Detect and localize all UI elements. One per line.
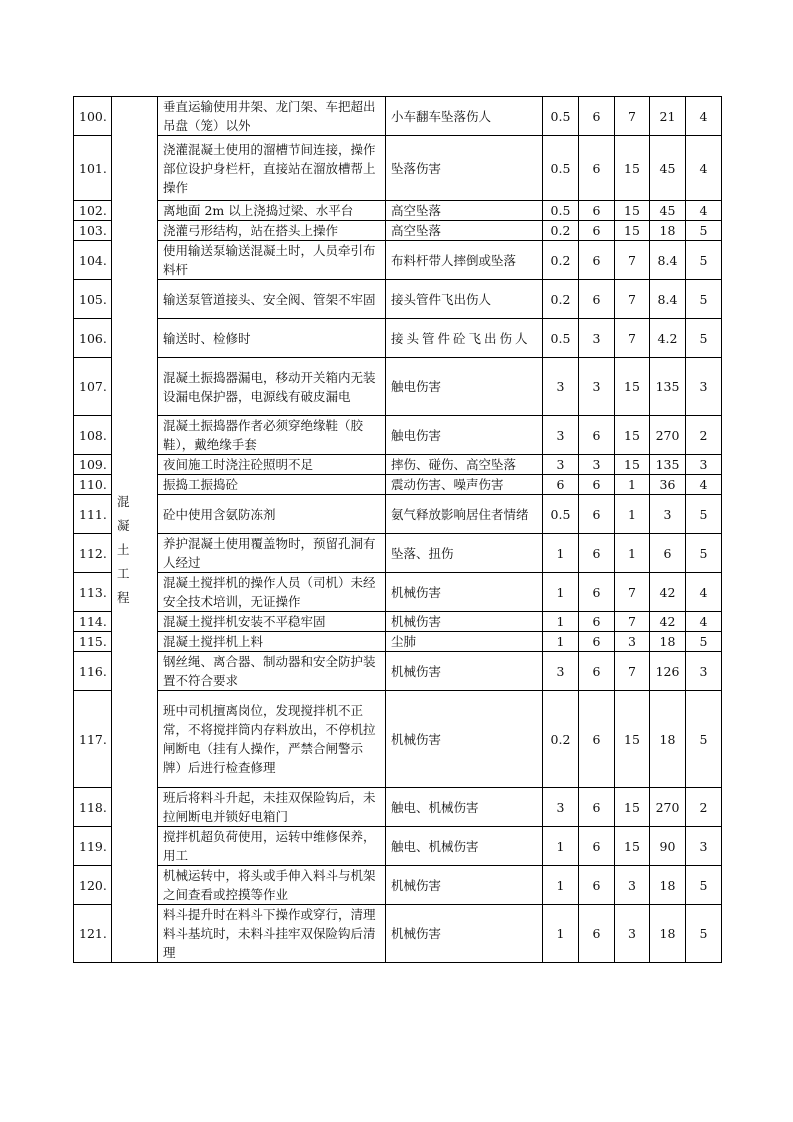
likelihood-cell: 1 — [543, 573, 579, 612]
hazard-cell: 震动伤害、噪声伤害 — [386, 475, 543, 495]
likelihood-cell: 0.5 — [543, 201, 579, 221]
consequence-cell: 7 — [615, 319, 650, 358]
row-number: 119. — [74, 827, 112, 866]
risk-level-cell: 5 — [686, 280, 722, 319]
exposure-cell: 6 — [579, 221, 615, 241]
risk-score-cell: 21 — [650, 97, 686, 136]
hazard-cell: 机械伤害 — [386, 905, 543, 963]
activity-cell: 养护混凝土使用覆盖物时，预留孔洞有人经过 — [158, 534, 386, 573]
row-number: 108. — [74, 416, 112, 455]
row-number: 100. — [74, 97, 112, 136]
hazard-cell: 触电伤害 — [386, 416, 543, 455]
risk-level-cell: 4 — [686, 612, 722, 632]
risk-level-cell: 4 — [686, 475, 722, 495]
consequence-cell: 15 — [615, 358, 650, 416]
risk-score-cell: 18 — [650, 632, 686, 652]
table-row — [74, 241, 722, 280]
risk-level-cell: 5 — [686, 534, 722, 573]
risk-assessment-table — [73, 96, 722, 963]
hazard-cell: 坠落、扭伤 — [386, 534, 543, 573]
exposure-cell: 6 — [579, 612, 615, 632]
activity-cell: 混凝土振捣器作者必须穿绝缘鞋（胶鞋），戴绝缘手套 — [158, 416, 386, 455]
exposure-cell: 6 — [579, 475, 615, 495]
row-number: 101. — [74, 136, 112, 201]
likelihood-cell: 1 — [543, 905, 579, 963]
consequence-cell: 15 — [615, 221, 650, 241]
activity-cell: 使用输送泵输送混凝土时，人员牵引布料杆 — [158, 241, 386, 280]
likelihood-cell: 3 — [543, 788, 579, 827]
consequence-cell: 7 — [615, 573, 650, 612]
activity-cell: 砼中使用含氨防冻剂 — [158, 495, 386, 534]
hazard-cell: 摔伤、碰伤、高空坠落 — [386, 455, 543, 475]
table-row — [74, 866, 722, 905]
hazard-cell: 触电、机械伤害 — [386, 827, 543, 866]
table-row — [74, 632, 722, 652]
risk-score-cell: 270 — [650, 788, 686, 827]
hazard-cell: 小车翻车坠落伤人 — [386, 97, 543, 136]
table-row — [74, 455, 722, 475]
consequence-cell: 7 — [615, 280, 650, 319]
exposure-cell: 6 — [579, 573, 615, 612]
table-row — [74, 612, 722, 632]
risk-score-cell: 18 — [650, 905, 686, 963]
exposure-cell: 6 — [579, 905, 615, 963]
activity-cell: 班中司机擅离岗位，发现搅拌机不正常，不将搅拌筒内存料放出，不停机拉闸断电（挂有人操作，严禁合闸警示牌）后进行检查修理 — [158, 691, 386, 788]
table-row — [74, 221, 722, 241]
exposure-cell: 6 — [579, 632, 615, 652]
risk-level-cell: 5 — [686, 241, 722, 280]
exposure-cell: 6 — [579, 652, 615, 691]
consequence-cell: 1 — [615, 475, 650, 495]
table-body — [74, 97, 722, 963]
risk-level-cell: 2 — [686, 416, 722, 455]
hazard-cell: 布料杆带人摔倒或坠落 — [386, 241, 543, 280]
table-row — [74, 652, 722, 691]
row-number: 104. — [74, 241, 112, 280]
risk-level-cell: 5 — [686, 905, 722, 963]
risk-score-cell: 135 — [650, 455, 686, 475]
activity-cell: 钢丝绳、离合器、制动器和安全防护装置不符合要求 — [158, 652, 386, 691]
risk-score-cell: 18 — [650, 691, 686, 788]
table-row — [74, 97, 722, 136]
exposure-cell: 3 — [579, 319, 615, 358]
hazard-cell: 机械伤害 — [386, 573, 543, 612]
consequence-cell: 7 — [615, 97, 650, 136]
likelihood-cell: 1 — [543, 632, 579, 652]
hazard-cell: 接头管件飞出伤人 — [386, 280, 543, 319]
activity-cell: 垂直运输使用井架、龙门架、车把超出吊盘（笼）以外 — [158, 97, 386, 136]
risk-score-cell: 18 — [650, 221, 686, 241]
table-row — [74, 788, 722, 827]
table-row — [74, 905, 722, 963]
activity-cell: 料斗提升时在料斗下操作或穿行，清理料斗基坑时，未料斗挂牢双保险钩后清理 — [158, 905, 386, 963]
hazard-cell: 触电、机械伤害 — [386, 788, 543, 827]
consequence-cell: 7 — [615, 652, 650, 691]
row-number: 107. — [74, 358, 112, 416]
exposure-cell: 6 — [579, 136, 615, 201]
risk-score-cell: 135 — [650, 358, 686, 416]
risk-level-cell: 5 — [686, 691, 722, 788]
risk-score-cell: 18 — [650, 866, 686, 905]
activity-cell: 振捣工振捣砼 — [158, 475, 386, 495]
consequence-cell: 3 — [615, 632, 650, 652]
likelihood-cell: 3 — [543, 652, 579, 691]
consequence-cell: 15 — [615, 455, 650, 475]
hazard-cell: 尘肺 — [386, 632, 543, 652]
likelihood-cell: 1 — [543, 866, 579, 905]
risk-score-cell: 90 — [650, 827, 686, 866]
row-number: 106. — [74, 319, 112, 358]
risk-level-cell: 2 — [686, 788, 722, 827]
consequence-cell: 7 — [615, 241, 650, 280]
exposure-cell: 6 — [579, 866, 615, 905]
table-row — [74, 691, 722, 788]
consequence-cell: 1 — [615, 534, 650, 573]
row-number: 118. — [74, 788, 112, 827]
row-number: 121. — [74, 905, 112, 963]
risk-score-cell: 42 — [650, 573, 686, 612]
likelihood-cell: 0.2 — [543, 691, 579, 788]
exposure-cell: 6 — [579, 416, 615, 455]
hazard-cell: 机械伤害 — [386, 612, 543, 632]
activity-cell: 浇灌混凝土使用的溜槽节间连接，操作部位设护身栏杆，直接站在溜放槽帮上操作 — [158, 136, 386, 201]
activity-cell: 混凝土搅拌机上料 — [158, 632, 386, 652]
table-row — [74, 495, 722, 534]
risk-score-cell: 45 — [650, 136, 686, 201]
consequence-cell: 3 — [615, 866, 650, 905]
exposure-cell: 6 — [579, 827, 615, 866]
table-row — [74, 416, 722, 455]
activity-cell: 班后将料斗升起，未挂双保险钩后，未拉闸断电并锁好电箱门 — [158, 788, 386, 827]
likelihood-cell: 3 — [543, 455, 579, 475]
likelihood-cell: 1 — [543, 827, 579, 866]
table-row — [74, 136, 722, 201]
risk-score-cell: 8.4 — [650, 280, 686, 319]
exposure-cell: 6 — [579, 495, 615, 534]
consequence-cell: 15 — [615, 788, 650, 827]
consequence-cell: 15 — [615, 827, 650, 866]
row-number: 110. — [74, 475, 112, 495]
likelihood-cell: 0.5 — [543, 97, 579, 136]
row-number: 111. — [74, 495, 112, 534]
row-number: 112. — [74, 534, 112, 573]
table-row — [74, 827, 722, 866]
activity-cell: 机械运转中，将头或手伸入料斗与机架之间查看或控摸等作业 — [158, 866, 386, 905]
consequence-cell: 1 — [615, 495, 650, 534]
activity-cell: 搅拌机超负荷使用，运转中维修保养，用工 — [158, 827, 386, 866]
risk-score-cell: 42 — [650, 612, 686, 632]
risk-score-cell: 4.2 — [650, 319, 686, 358]
hazard-cell: 机械伤害 — [386, 652, 543, 691]
likelihood-cell: 0.5 — [543, 136, 579, 201]
table-row — [74, 201, 722, 221]
risk-level-cell: 3 — [686, 827, 722, 866]
likelihood-cell: 3 — [543, 358, 579, 416]
row-number: 109. — [74, 455, 112, 475]
table-row — [74, 319, 722, 358]
likelihood-cell: 1 — [543, 534, 579, 573]
activity-cell: 输送时、检修时 — [158, 319, 386, 358]
risk-level-cell: 5 — [686, 632, 722, 652]
row-number: 117. — [74, 691, 112, 788]
likelihood-cell: 0.5 — [543, 495, 579, 534]
hazard-cell: 接头管件砼飞出伤人 — [386, 319, 543, 358]
consequence-cell: 15 — [615, 691, 650, 788]
risk-score-cell: 8.4 — [650, 241, 686, 280]
table-row — [74, 573, 722, 612]
table-row — [74, 280, 722, 319]
table-row — [74, 358, 722, 416]
likelihood-cell: 0.2 — [543, 221, 579, 241]
activity-cell: 混凝土搅拌机的操作人员（司机）未经安全技术培训，无证操作 — [158, 573, 386, 612]
likelihood-cell: 1 — [543, 612, 579, 632]
exposure-cell: 6 — [579, 691, 615, 788]
risk-score-cell: 126 — [650, 652, 686, 691]
risk-level-cell: 4 — [686, 136, 722, 201]
row-number: 102. — [74, 201, 112, 221]
exposure-cell: 6 — [579, 280, 615, 319]
risk-score-cell: 3 — [650, 495, 686, 534]
row-number: 120. — [74, 866, 112, 905]
consequence-cell: 15 — [615, 416, 650, 455]
risk-level-cell: 5 — [686, 319, 722, 358]
consequence-cell: 15 — [615, 136, 650, 201]
likelihood-cell: 0.5 — [543, 319, 579, 358]
risk-level-cell: 3 — [686, 358, 722, 416]
category-cell: 混凝土工程 — [112, 97, 158, 963]
risk-level-cell: 5 — [686, 221, 722, 241]
exposure-cell: 6 — [579, 534, 615, 573]
consequence-cell: 15 — [615, 201, 650, 221]
risk-level-cell: 4 — [686, 573, 722, 612]
exposure-cell: 3 — [579, 358, 615, 416]
exposure-cell: 6 — [579, 788, 615, 827]
risk-score-cell: 270 — [650, 416, 686, 455]
risk-score-cell: 45 — [650, 201, 686, 221]
risk-level-cell: 3 — [686, 455, 722, 475]
hazard-cell: 坠落伤害 — [386, 136, 543, 201]
row-number: 103. — [74, 221, 112, 241]
exposure-cell: 6 — [579, 97, 615, 136]
row-number: 113. — [74, 573, 112, 612]
exposure-cell: 6 — [579, 241, 615, 280]
activity-cell: 混凝土振捣器漏电，移动开关箱内无装设漏电保护器，电源线有破皮漏电 — [158, 358, 386, 416]
activity-cell: 混凝土搅拌机安装不平稳牢固 — [158, 612, 386, 632]
row-number: 115. — [74, 632, 112, 652]
consequence-cell: 7 — [615, 612, 650, 632]
likelihood-cell: 3 — [543, 416, 579, 455]
risk-level-cell: 4 — [686, 201, 722, 221]
hazard-cell: 氨气释放影响居住者情绪 — [386, 495, 543, 534]
consequence-cell: 3 — [615, 905, 650, 963]
risk-level-cell: 5 — [686, 495, 722, 534]
risk-level-cell: 4 — [686, 97, 722, 136]
risk-score-cell: 36 — [650, 475, 686, 495]
row-number: 116. — [74, 652, 112, 691]
row-number: 114. — [74, 612, 112, 632]
exposure-cell: 3 — [579, 455, 615, 475]
hazard-cell: 高空坠落 — [386, 221, 543, 241]
row-number: 105. — [74, 280, 112, 319]
hazard-cell: 机械伤害 — [386, 866, 543, 905]
risk-score-cell: 6 — [650, 534, 686, 573]
hazard-cell: 高空坠落 — [386, 201, 543, 221]
likelihood-cell: 0.2 — [543, 280, 579, 319]
activity-cell: 输送泵管道接头、安全阀、管架不牢固 — [158, 280, 386, 319]
likelihood-cell: 6 — [543, 475, 579, 495]
activity-cell: 浇灌弓形结构，站在搭头上操作 — [158, 221, 386, 241]
hazard-cell: 触电伤害 — [386, 358, 543, 416]
table-row — [74, 534, 722, 573]
likelihood-cell: 0.2 — [543, 241, 579, 280]
exposure-cell: 6 — [579, 201, 615, 221]
activity-cell: 夜间施工时浇注砼照明不足 — [158, 455, 386, 475]
risk-level-cell: 5 — [686, 866, 722, 905]
hazard-cell: 机械伤害 — [386, 691, 543, 788]
risk-level-cell: 3 — [686, 652, 722, 691]
table-row — [74, 475, 722, 495]
activity-cell: 离地面 2m 以上浇捣过梁、水平台 — [158, 201, 386, 221]
